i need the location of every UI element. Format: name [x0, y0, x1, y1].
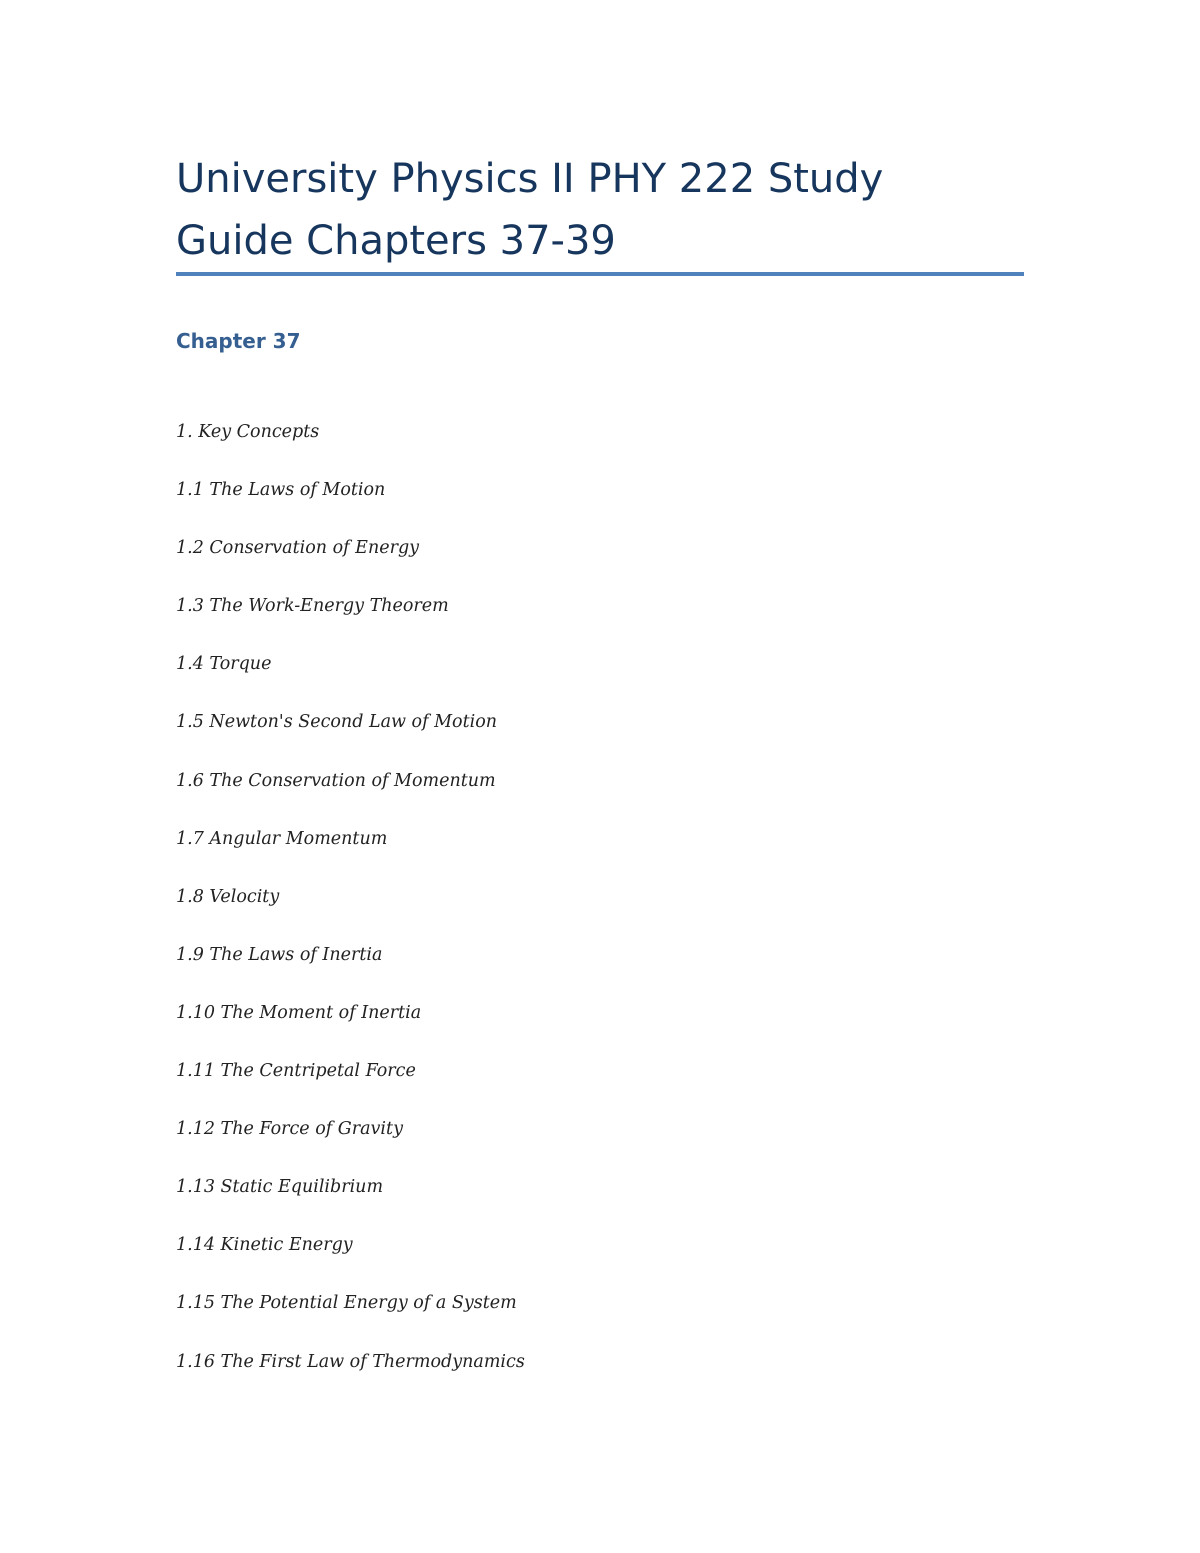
list-item: 1.1 The Laws of Motion — [176, 480, 386, 501]
title-underline-rule — [176, 272, 1024, 276]
chapter-heading: Chapter 37 — [176, 329, 301, 353]
list-item: 1.5 Newton's Second Law of Motion — [176, 712, 498, 733]
list-item: 1.4 Torque — [176, 654, 272, 675]
title-block — [176, 148, 1024, 272]
title-line-1: University Physics II PHY 222 Study — [176, 156, 884, 202]
list-item: 1. Key Concepts — [176, 422, 320, 442]
list-item: 1.10 The Moment of Inertia — [176, 1002, 422, 1023]
document-title — [176, 148, 1024, 272]
list-item: 1.15 The Potential Energy of a System — [176, 1293, 517, 1314]
list-item: 1.8 Velocity — [176, 886, 280, 907]
list-item: 1.12 The Force of Gravity — [176, 1119, 403, 1140]
list-item: 1.2 Conservation of Energy — [176, 538, 420, 559]
list-item: 1.3 The Work-Energy Theorem — [176, 596, 449, 617]
list-item: 1.14 Kinetic Energy — [176, 1235, 353, 1256]
list-item: 1.11 The Centripetal Force — [176, 1061, 416, 1082]
list-item: 1.9 The Laws of Inertia — [176, 944, 383, 965]
title-line-2: Guide Chapters 37-39 — [176, 218, 616, 264]
topic-list — [176, 419, 525, 1407]
list-item: 1.7 Angular Momentum — [176, 828, 388, 849]
list-item: 1.13 Static Equilibrium — [176, 1177, 384, 1198]
list-item: 1.16 The First Law of Thermodynamics — [176, 1351, 525, 1372]
list-item: 1.6 The Conservation of Momentum — [176, 770, 496, 791]
